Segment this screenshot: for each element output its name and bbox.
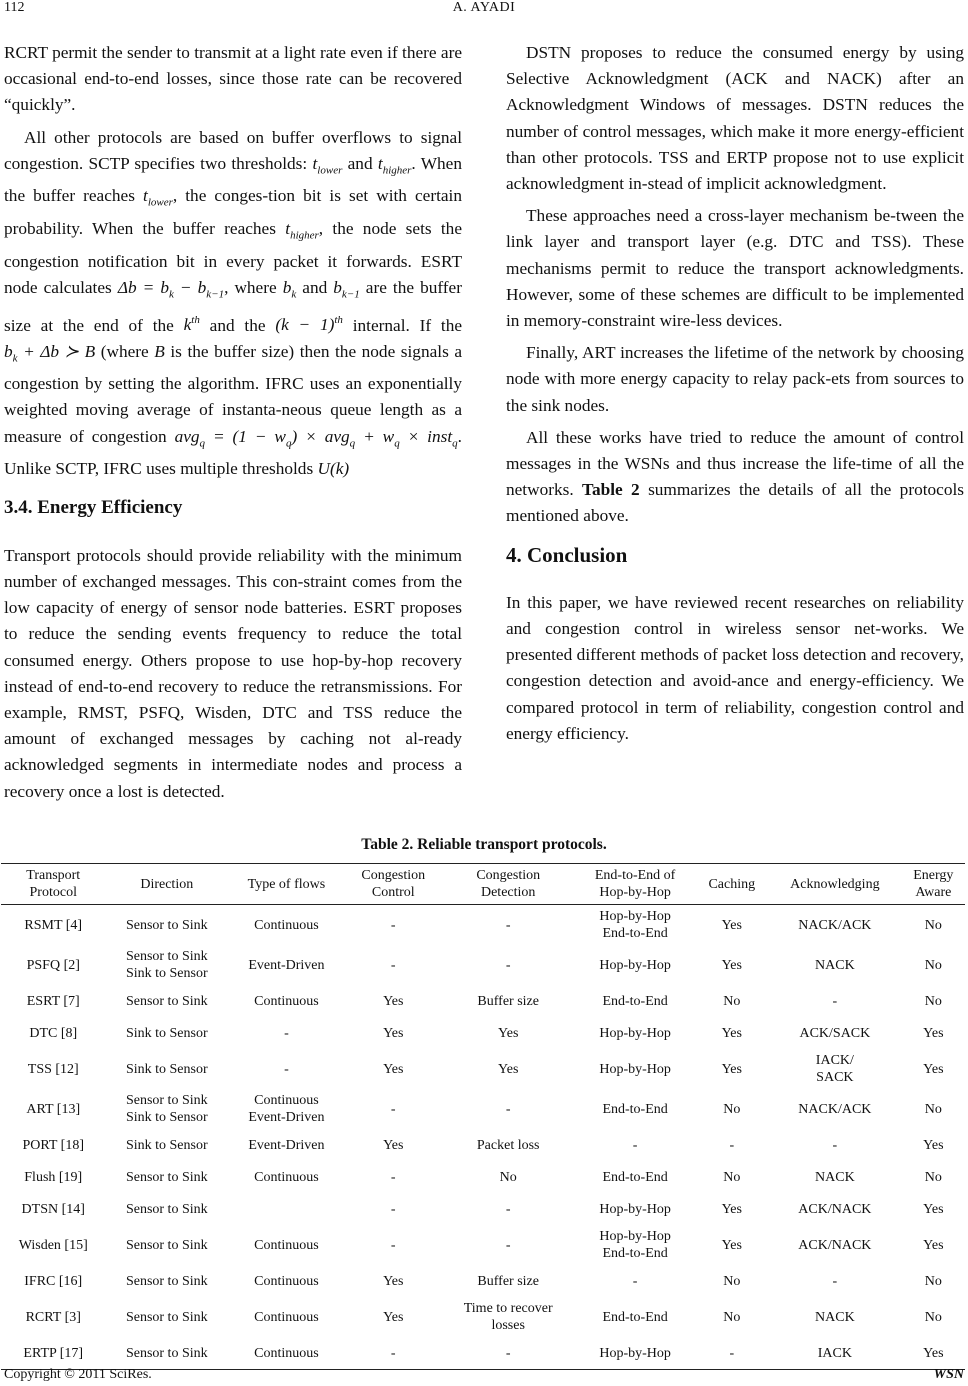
table-cell: Hop-by-Hop — [599, 1025, 671, 1041]
table-cell: Packet loss — [476, 1137, 540, 1153]
table-cell: Yes — [923, 1201, 944, 1217]
table-cell: NACK/ACK — [798, 1101, 872, 1117]
running-title: A. AYADI — [452, 0, 516, 15]
table-cell: - — [696, 1337, 768, 1370]
table-cell: ERTP [17] — [1, 1337, 105, 1370]
table-cell: - — [729, 1137, 735, 1153]
table-cell: Buffer size — [477, 1273, 539, 1289]
table-cell: - — [505, 1201, 511, 1217]
table-row — [1, 1193, 965, 1225]
table-cell: Continuous — [254, 1309, 319, 1325]
table-cell: Yes — [923, 1025, 944, 1041]
table-cell: - — [832, 1273, 838, 1289]
table-cell: DTSN [14] — [21, 1201, 85, 1217]
table-cell: Continuous Event-Driven — [248, 1093, 325, 1125]
math-t-higher: $t_{higher}$ — [285, 219, 319, 242]
table-row — [1, 1297, 965, 1337]
table-cell: No — [924, 1169, 942, 1185]
table-caption: Table 2. Reliable transport protocols. — [361, 836, 607, 853]
table-row — [1, 945, 965, 985]
table-cell: No — [924, 1101, 942, 1117]
table-cell: Hop-by-Hop End-to-End — [599, 909, 671, 941]
table-cell: Flush [19] — [24, 1169, 83, 1185]
table-cell: Time to recover losses — [463, 1301, 553, 1333]
math-u-k: U(k) — [317, 459, 350, 479]
table-cell: Sensor to Sink — [125, 1273, 208, 1289]
table-cell: No — [924, 993, 942, 1009]
column-header: Congestion Control — [345, 864, 442, 905]
table-cell: Continuous — [254, 1169, 319, 1185]
table-cell: RCRT [3] — [25, 1309, 81, 1325]
table-cell: Yes — [721, 957, 742, 973]
table-cell: Sink to Sensor — [125, 1137, 208, 1153]
table-cell: Yes — [721, 917, 742, 933]
paragraph: RCRT permit the sender to transmit at a light rate even if there are occasional end-to-end losses, since those rate can be recovered “quickly”. — [4, 43, 462, 115]
table-cell: - — [390, 1201, 396, 1217]
table-cell: Yes — [721, 1237, 742, 1253]
paragraph: Finally, ART increases the lifetime of the network by choosing node with more energy capacity to relay pack-ets from sources to the sink nodes. — [506, 343, 964, 415]
table-row — [1, 1225, 965, 1265]
table-cell: - — [284, 1061, 289, 1077]
column-header: End-to-End of Hop-by-Hop — [575, 864, 696, 905]
column-header: Type of flows — [228, 864, 345, 905]
math-k-minus-1-th: $(k - 1)^{th}$ — [275, 314, 343, 335]
table-cell: - — [442, 1337, 575, 1370]
table-row — [1, 905, 965, 946]
table-cell: Continuous — [228, 1337, 345, 1370]
math-kth: $k^{th}$ — [183, 314, 200, 335]
table-cell: ACK/SACK — [799, 1025, 871, 1041]
table-cell: - — [632, 1137, 638, 1153]
table-cell: Yes — [721, 1201, 742, 1217]
table-row — [1, 985, 965, 1017]
table-cell: PSFQ [2] — [26, 957, 80, 973]
table-cell: NACK — [815, 957, 855, 973]
table-cell: DTC [8] — [29, 1025, 78, 1041]
column-header: Caching — [696, 864, 768, 905]
paragraph: These approaches need a cross-layer mechanism be-tween the link layer and transport layer (e.g. DTC and TSS). These mechanisms permit to reduce the transport acknowledgments. However, some of these schemes are difficult to be implemented in memory-constraint wire-less devices. — [506, 206, 964, 331]
table-cell: PORT [18] — [22, 1137, 84, 1153]
table-cell: - — [390, 1169, 396, 1185]
table-cell: No — [723, 1169, 741, 1185]
math-t-higher: $t_{higher}$ — [377, 153, 412, 177]
table-cell: Yes — [923, 1237, 944, 1253]
math-t-lower: $t_{lower}$ — [143, 186, 173, 209]
table-cell: Yes — [383, 993, 404, 1009]
table-cell: No — [924, 957, 942, 973]
table-cell: Yes — [923, 1061, 944, 1077]
math-delta-b: $\Delta b = b_k - b_{k-1}$ — [117, 277, 225, 301]
table-cell: No — [924, 917, 942, 933]
right-column — [506, 40, 964, 753]
table-cell: No — [924, 1309, 942, 1325]
paragraph: In this paper, we have reviewed recent researches on reliability and congestion control in wireless sensor net-works. We presented different methods of packet loss detection and recovery, congestion detection and avoid-ance and energy-efficiency. We compared protocol in term of reliability, congestion control and energy efficiency. — [506, 592, 964, 743]
table-cell: Yes — [383, 1137, 404, 1153]
table-cell: Continuous — [254, 993, 319, 1009]
table-row — [1, 1017, 965, 1049]
table-row — [1, 1337, 965, 1370]
table-cell: Sensor to Sink — [125, 993, 208, 1009]
table-cell: End-to-End — [602, 993, 668, 1009]
table-cell: Yes — [383, 1309, 404, 1325]
table-cell: Event-Driven — [248, 1137, 325, 1153]
math-B: B — [154, 341, 165, 361]
math-condition: $b_k + \Delta b$ ≻ B — [4, 341, 96, 365]
table-cell: - — [284, 1025, 289, 1041]
table-cell: Yes — [383, 1273, 404, 1289]
table-cell: Sensor to Sink — [125, 917, 208, 933]
table-cell: - — [505, 1101, 511, 1117]
table-cell: Continuous — [254, 917, 319, 933]
table-cell: Yes — [383, 1025, 404, 1041]
journal-name: WSN — [933, 1367, 964, 1382]
table-cell: ACK/NACK — [798, 1201, 872, 1217]
table-cell: Yes — [383, 1061, 404, 1077]
table-cell: - — [390, 957, 396, 973]
table-cell: - — [832, 1137, 838, 1153]
table-cell: - — [832, 993, 838, 1009]
table-cell: No — [723, 1309, 741, 1325]
table-cell: IACK/ SACK — [815, 1053, 854, 1085]
table-cell: Sink to Sensor — [125, 1061, 208, 1077]
table-cell: End-to-End — [602, 1169, 668, 1185]
table-cell: No — [723, 993, 741, 1009]
table-cell: No — [723, 1273, 741, 1289]
left-column — [4, 40, 462, 811]
table-cell: Continuous — [254, 1237, 319, 1253]
table-row — [1, 1049, 965, 1089]
paragraph-congestion-thresholds: All other protocols are based on buffer overflows to signal congestion. SCTP specifies two thresholds: $t_{lower}$ and $t_{higher}$. When the buffer reaches $t_{lower}$, the conges-tion bit is set with certain probability. When the buffer reaches $t_{higher}$, the node sets the congestion notification bit in every packet it forwards. ESRT node calculates $\Delta b = b_k - b_{k-1}$, where $b_k$ and $b_{k-1}$ are the buffer size at the end of the $k^{th}$ and the $(k - 1)^{th}$ internal. If the $b_k + \Delta b$ ≻ B (where B is the buffer size) then the node signals a congestion by setting the algorithm. IFRC uses an exponentially weighted moving average of instanta-neous queue length as a measure of congestion $avg_q = (1 - w_q) \times avg_q + w_q$ × inst$_q$. Unlike SCTP, IFRC uses multiple thresholds U(k) — [4, 127, 463, 479]
table-row — [1, 1265, 965, 1297]
table-cell: Yes — [923, 1137, 944, 1153]
table-cell: Continuous — [254, 1273, 319, 1289]
table-cell: - — [505, 957, 511, 973]
paragraph: Transport protocols should provide reliability with the minimum number of exchanged messages. This con-straint comes from the low capacity of energy of sensor node batteries. ESRT proposes to reduce the sending events frequency to reduce the total consumed energy. Others propose to use hop-by-hop recovery instead of end-to-end recovery to reduce the retransmissions. For example, RMST, PSFQ, Wisden, DTC and TSS reduce the amount of exchanged messages by caching not al-ready acknowledged segments in intermediate nodes and process a recovery once a lost is detected. — [4, 545, 462, 801]
table-cell: - — [345, 1337, 442, 1370]
table-cell: Sensor to Sink Sink to Sensor — [125, 949, 208, 981]
table-cell: End-to-End — [602, 1309, 668, 1325]
table-cell: No — [924, 1273, 942, 1289]
table-cell: IACK — [768, 1337, 902, 1370]
table-cell: NACK — [815, 1309, 855, 1325]
paragraph: DSTN proposes to reduce the consumed energy by using Selective Acknowledgment (ACK and NACK) after an Acknowledgment Windows of messages. DSTN reduces the number of control messages, which make it more energy-efficient than other protocols. TSS and ERTP propose not to use explicit acknowledgment in-stead of implicit acknowledgment. — [506, 43, 964, 194]
table-cell: Yes — [721, 1025, 742, 1041]
table-cell: IFRC [16] — [24, 1273, 83, 1289]
table-cell: - — [632, 1273, 638, 1289]
table-body — [1, 905, 965, 1370]
table-cell: Hop-by-Hop End-to-End — [599, 1229, 671, 1261]
table-cell: - — [505, 1237, 511, 1253]
table-cell: - — [390, 917, 396, 933]
table-cell: End-to-End — [602, 1101, 668, 1117]
page-number: 112 — [4, 0, 25, 15]
table-row — [1, 1129, 965, 1161]
table-cell: Sensor to Sink — [125, 1201, 208, 1217]
table-header-row — [1, 864, 965, 905]
table-cell: Event-Driven — [248, 957, 325, 973]
table-cell: - — [390, 1101, 396, 1117]
column-header: Energy Aware — [902, 864, 965, 905]
column-header: Acknowledging — [768, 864, 902, 905]
table-cell: Yes — [721, 1061, 742, 1077]
table-cell: Hop-by-Hop — [599, 1201, 671, 1217]
table-cell: TSS [12] — [27, 1061, 79, 1077]
copyright: Copyright © 2011 SciRes. — [4, 1367, 152, 1382]
table-cell: NACK — [815, 1169, 855, 1185]
table-cell: Yes — [498, 1061, 519, 1077]
table-row — [1, 1161, 965, 1193]
table-cell: ACK/NACK — [798, 1237, 872, 1253]
section-heading-energy-efficiency: 3.4. Energy Efficiency — [4, 496, 183, 518]
table-cell: Hop-by-Hop — [575, 1337, 696, 1370]
table-cell: Sensor to Sink — [125, 1237, 208, 1253]
table-cell: Sensor to Sink — [125, 1169, 208, 1185]
table-cell: Hop-by-Hop — [599, 957, 671, 973]
table-cell: Sensor to Sink — [105, 1337, 228, 1370]
protocols-table — [1, 863, 965, 1370]
section-heading-conclusion: 4. Conclusion — [506, 542, 628, 567]
table-cell: NACK/ACK — [798, 917, 872, 933]
table-cell: Hop-by-Hop — [599, 1061, 671, 1077]
table-cell: Yes — [902, 1337, 965, 1370]
table-cell: RSMT [4] — [24, 917, 83, 933]
table-cell: ART [13] — [26, 1101, 81, 1117]
table-cell: Sink to Sensor — [125, 1025, 208, 1041]
math-b-k: $b_k$ — [282, 277, 297, 301]
table-cell: Buffer size — [477, 993, 539, 1009]
table-cell: Wisden [15] — [18, 1237, 88, 1253]
math-avg-formula: $avg_q = (1 - w_q) \times avg_q + w_q$ × inst$_q$ — [174, 426, 458, 450]
table-cell: Sensor to Sink Sink to Sensor — [125, 1093, 208, 1125]
column-header: Direction — [105, 864, 228, 905]
table-cell — [228, 1193, 345, 1225]
table-cell: No — [499, 1169, 517, 1185]
column-header: Congestion Detection — [442, 864, 575, 905]
table-cell: No — [723, 1101, 741, 1117]
paragraph: All these works have tried to reduce the amount of control messages in the WSNs and thus increase the life-time of all the networks. Table 2 summarizes the details of all the protocols mentioned above. — [506, 427, 965, 526]
math-b-k-minus-1: $b_{k-1}$ — [333, 277, 360, 301]
table-cell: Yes — [498, 1025, 519, 1041]
column-header: Transport Protocol — [1, 864, 105, 905]
table-row — [1, 1089, 965, 1129]
table-cell: - — [390, 1237, 396, 1253]
table-cell: Sensor to Sink — [125, 1309, 208, 1325]
table-reference[interactable]: Table 2 — [582, 480, 640, 500]
table-cell: ESRT [7] — [26, 993, 80, 1009]
table-cell: - — [505, 917, 511, 933]
math-t-lower: $t_{lower}$ — [312, 153, 343, 177]
